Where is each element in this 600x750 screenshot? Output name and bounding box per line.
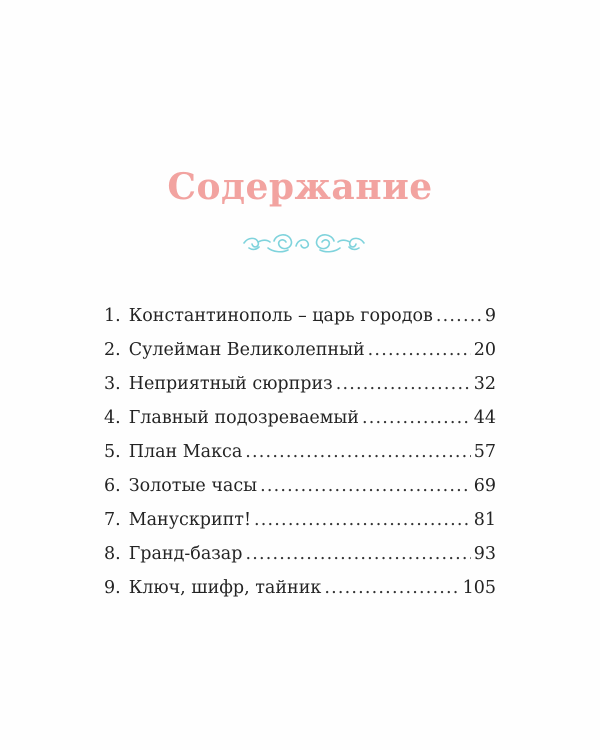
toc-entry-page: 69 bbox=[473, 476, 496, 496]
toc-entry[interactable] bbox=[104, 510, 496, 538]
toc-entry-number: 5. bbox=[104, 442, 121, 462]
toc-entry-page: 57 bbox=[473, 442, 496, 462]
toc-entry-title: Ключ, шифр, тайник bbox=[128, 578, 322, 598]
toc-dot-leader bbox=[254, 510, 471, 530]
toc-entry[interactable] bbox=[104, 340, 496, 368]
toc-entry-page: 44 bbox=[473, 408, 496, 428]
toc-dot-leader bbox=[336, 374, 471, 394]
toc-entry[interactable] bbox=[104, 442, 496, 470]
toc-entry-page: 32 bbox=[473, 374, 496, 394]
toc-entry-page: 81 bbox=[473, 510, 496, 530]
toc-entry-number: 3. bbox=[104, 374, 121, 394]
toc-entry[interactable] bbox=[104, 578, 496, 606]
toc-entry-page: 105 bbox=[462, 578, 496, 598]
toc-dot-leader bbox=[245, 544, 470, 564]
toc-entry-number: 7. bbox=[104, 510, 121, 530]
toc-entry-title: Сулейман Великолепный bbox=[128, 340, 365, 360]
toc-entry-title: Золотые часы bbox=[128, 476, 258, 496]
toc-entry[interactable] bbox=[104, 408, 496, 436]
toc-dot-leader bbox=[245, 442, 470, 462]
toc-entry-page: 20 bbox=[473, 340, 496, 360]
toc-entry-number: 8. bbox=[104, 544, 121, 564]
toc-entry[interactable] bbox=[104, 306, 496, 334]
toc-dot-leader bbox=[324, 578, 459, 598]
toc-entry-page: 93 bbox=[473, 544, 496, 564]
toc-entry[interactable] bbox=[104, 544, 496, 572]
toc-entry-title: Главный подозреваемый bbox=[128, 408, 359, 428]
toc-entry-page: 9 bbox=[484, 306, 496, 326]
swirl-ornament-icon bbox=[240, 226, 368, 258]
toc-entry[interactable] bbox=[104, 374, 496, 402]
toc-entry-number: 4. bbox=[104, 408, 121, 428]
toc-entry-number: 6. bbox=[104, 476, 121, 496]
toc-dot-leader bbox=[368, 340, 471, 360]
toc-entry-title: План Макса bbox=[128, 442, 243, 462]
toc-entry[interactable] bbox=[104, 476, 496, 504]
toc-dot-leader bbox=[260, 476, 471, 496]
toc-entry-number: 1. bbox=[104, 306, 121, 326]
toc-entry-number: 9. bbox=[104, 578, 121, 598]
toc-dot-leader bbox=[436, 306, 482, 326]
toc-entry-title: Гранд-базар bbox=[128, 544, 243, 564]
toc-entry-title: Неприятный сюрприз bbox=[128, 374, 333, 394]
toc-entry-title: Манускрипт! bbox=[128, 510, 251, 530]
page-title: Содержание bbox=[167, 166, 433, 208]
toc-dot-leader bbox=[362, 408, 471, 428]
toc-entry-number: 2. bbox=[104, 340, 121, 360]
toc-entry-title: Константинополь – царь городов bbox=[128, 306, 433, 326]
